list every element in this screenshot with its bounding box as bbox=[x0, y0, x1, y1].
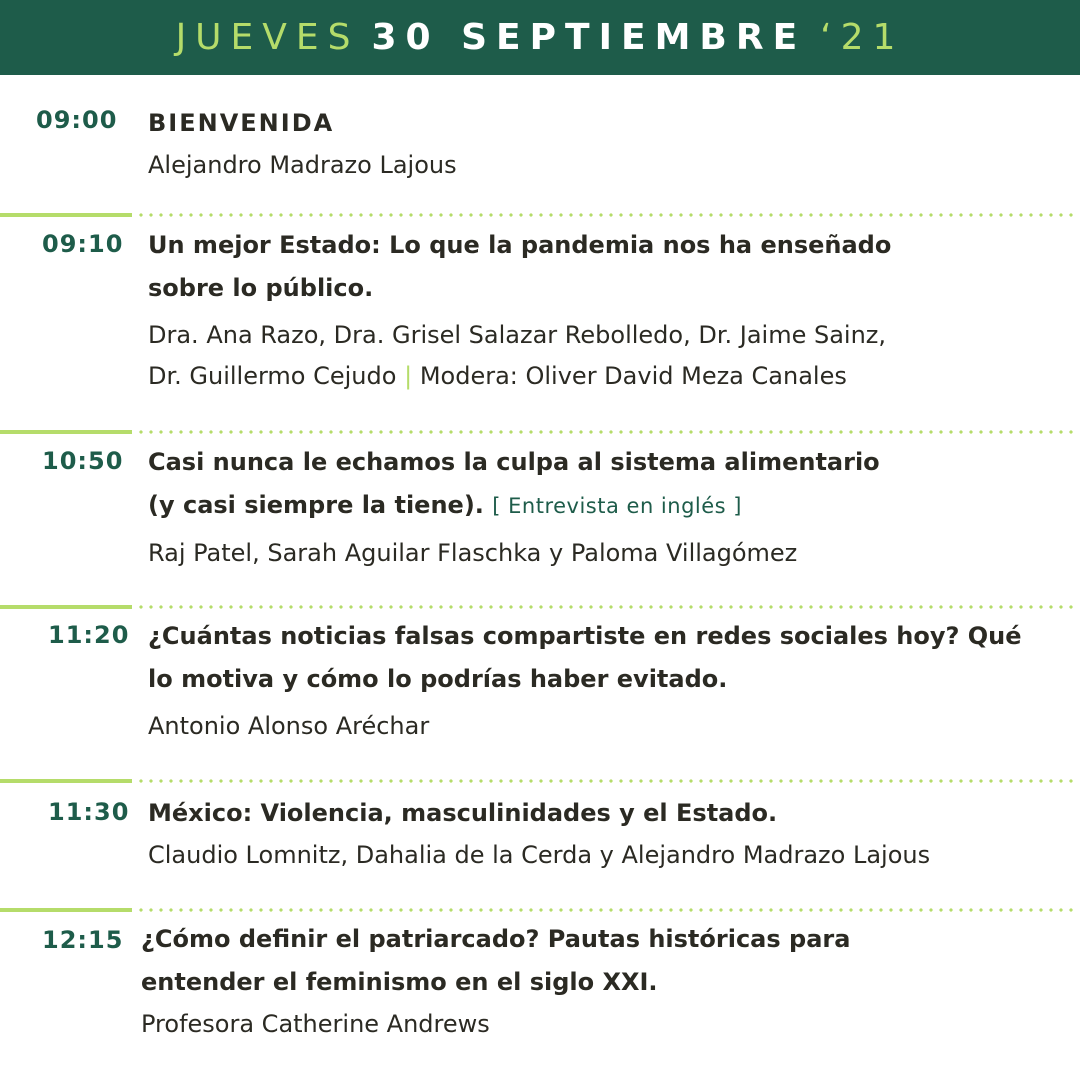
page-header bbox=[0, 0, 1080, 75]
session-time: 12:15 bbox=[42, 926, 124, 954]
session-title: BIENVENIDA bbox=[148, 109, 335, 137]
session-divider bbox=[0, 430, 1080, 434]
header-date: 30 SEPTIEMBRE bbox=[371, 17, 807, 58]
session-content bbox=[148, 224, 908, 397]
session-title: ¿Cómo definir el patriarcado? Pautas históricas para entender el feminismo en el siglo XXI. bbox=[141, 925, 851, 996]
header-year: ‘21 bbox=[820, 17, 905, 58]
session-content bbox=[148, 792, 1068, 876]
separator-bar: | bbox=[404, 362, 413, 390]
session-divider bbox=[0, 779, 1080, 783]
moderator: Modera: Oliver David Meza Canales bbox=[419, 362, 847, 390]
session-divider bbox=[0, 908, 1080, 912]
title-text: Casi nunca le echamos la culpa al sistema alimentario (y casi siempre la tiene). bbox=[148, 448, 880, 519]
session-speakers: Profesora Catherine Andrews bbox=[141, 1010, 490, 1038]
session-divider bbox=[0, 213, 1080, 217]
session-time: 09:00 bbox=[36, 106, 118, 134]
session-speakers: Antonio Alonso Aréchar bbox=[148, 712, 430, 740]
session-divider bbox=[0, 605, 1080, 609]
session-title: México: Violencia, masculinidades y el Estado. bbox=[148, 799, 778, 827]
session-speakers: Claudio Lomnitz, Dahalia de la Cerda y Alejandro Madrazo Lajous bbox=[148, 841, 931, 869]
speaker-name: Dr. Guillermo Cejudo bbox=[148, 362, 397, 390]
session-content bbox=[148, 102, 1048, 186]
session-speakers: Alejandro Madrazo Lajous bbox=[148, 151, 457, 179]
session-time: 11:30 bbox=[48, 798, 130, 826]
session-time: 11:20 bbox=[48, 621, 130, 649]
speakers-line-2 bbox=[148, 356, 908, 397]
session-time: 09:10 bbox=[42, 230, 124, 258]
session-time: 10:50 bbox=[42, 447, 124, 475]
session-content bbox=[141, 918, 861, 1045]
session-content bbox=[148, 615, 1028, 747]
session-title: Un mejor Estado: Lo que la pandemia nos ha enseñado sobre lo público. bbox=[148, 231, 892, 302]
speakers-line-1: Dra. Ana Razo, Dra. Grisel Salazar Rebolledo, Dr. Jaime Sainz, bbox=[148, 321, 887, 349]
header-day: JUEVES bbox=[175, 17, 360, 58]
session-title bbox=[148, 441, 888, 528]
session-content bbox=[148, 441, 888, 574]
session-title: ¿Cuántas noticias falsas compartiste en redes sociales hoy? Qué lo motiva y cómo lo podrías haber evitado. bbox=[148, 622, 1022, 693]
session-speakers bbox=[148, 315, 908, 397]
session-speakers: Raj Patel, Sarah Aguilar Flaschka y Paloma Villagómez bbox=[148, 539, 798, 567]
language-note: [ Entrevista en inglés ] bbox=[492, 494, 742, 518]
